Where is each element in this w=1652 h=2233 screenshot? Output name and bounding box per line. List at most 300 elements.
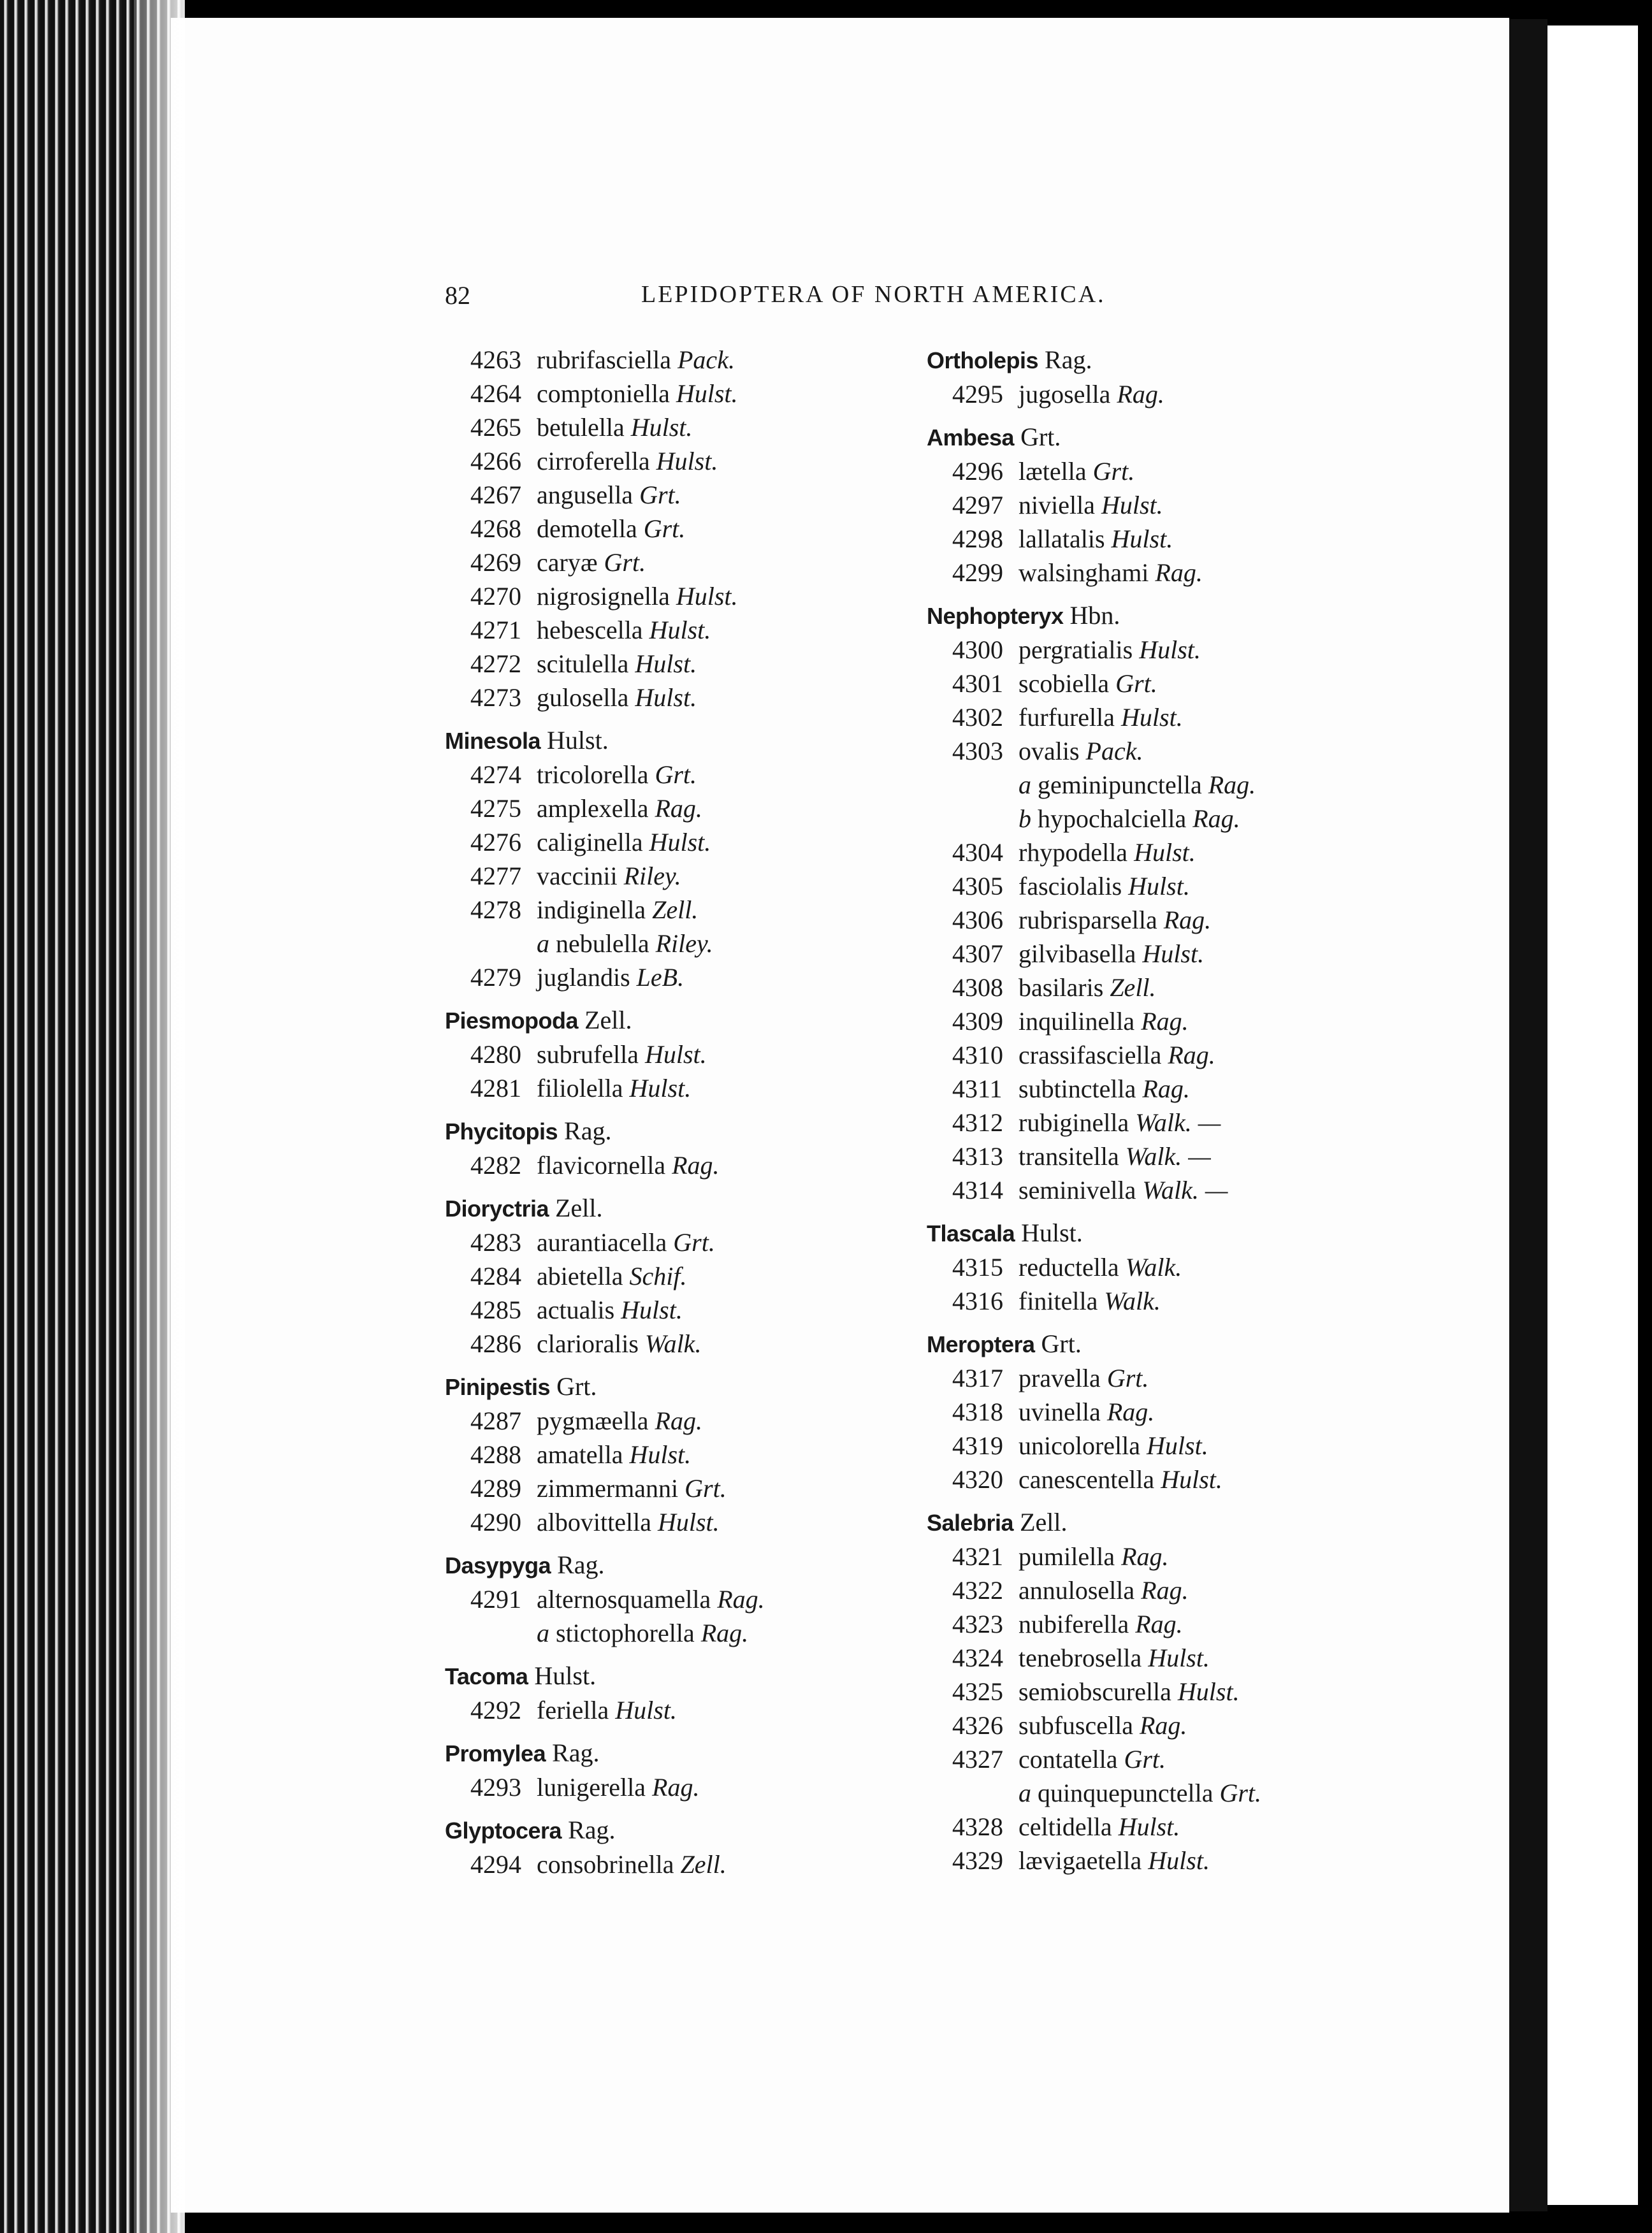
- species-number: 4294: [470, 1850, 521, 1879]
- species-entry: [445, 859, 993, 893]
- species-author: Zell.: [652, 895, 699, 924]
- species-author: Grt.: [639, 481, 681, 509]
- species-author: Zell.: [680, 1850, 727, 1879]
- variety-name: hypochalciella: [1038, 804, 1187, 833]
- species-entry: [927, 377, 1500, 411]
- facing-page-edge: [1509, 19, 1547, 2211]
- species-name: annulosella: [1018, 1576, 1135, 1605]
- species-number: 4292: [470, 1696, 521, 1724]
- genus-author: Zell.: [555, 1194, 603, 1222]
- species-name: seminivella: [1018, 1176, 1136, 1204]
- species-number: 4274: [470, 760, 521, 789]
- genus-name: Ambesa: [927, 424, 1015, 451]
- species-author: Grt.: [1124, 1745, 1166, 1774]
- species-author: Rag.: [1142, 1074, 1190, 1103]
- variety-entry: [927, 1776, 1500, 1810]
- species-author: Grt.: [655, 760, 697, 789]
- species-name: subrufella: [537, 1040, 639, 1069]
- species-name: lætella: [1018, 457, 1087, 486]
- species-number: 4278: [470, 895, 521, 924]
- genus-heading: [445, 1191, 993, 1225]
- species-entry: [445, 1404, 993, 1438]
- species-number: 4302: [952, 703, 1003, 732]
- genus-author: Grt.: [556, 1372, 597, 1401]
- species-name: scobiella: [1018, 669, 1110, 698]
- variety-entry: [927, 768, 1500, 802]
- species-name: rhypodella: [1018, 838, 1128, 867]
- species-name: amplexella: [537, 794, 649, 823]
- genus-name: Dasypyga: [445, 1552, 551, 1579]
- species-number: 4320: [952, 1465, 1003, 1494]
- species-number: 4301: [952, 669, 1003, 698]
- species-author: Hulst.: [629, 1074, 692, 1102]
- species-number: 4319: [952, 1431, 1003, 1460]
- species-number: 4269: [470, 548, 521, 577]
- species-number: 4328: [952, 1812, 1003, 1841]
- genus-name: Meroptera: [927, 1331, 1035, 1357]
- species-name: uvinella: [1018, 1398, 1101, 1426]
- genus-author: Zell.: [1020, 1508, 1068, 1536]
- species-number: 4323: [952, 1610, 1003, 1638]
- species-author: Walk. —: [1125, 1142, 1211, 1171]
- species-number: 4289: [470, 1474, 521, 1503]
- species-author: Hulst.: [676, 379, 738, 408]
- genus-heading: [927, 343, 1500, 377]
- species-name: fasciolalis: [1018, 872, 1122, 900]
- species-number: 4300: [952, 635, 1003, 664]
- species-entry: [445, 377, 993, 410]
- variety-letter: a: [537, 929, 549, 958]
- variety-author: Rag.: [1192, 804, 1240, 833]
- species-name: abietella: [537, 1262, 623, 1290]
- variety-author: Rag.: [700, 1619, 749, 1647]
- species-name: niviella: [1018, 491, 1095, 519]
- species-author: Rag.: [655, 794, 702, 823]
- species-author: Rag.: [1155, 558, 1203, 587]
- genus-heading: [445, 1114, 993, 1148]
- species-author: Rag.: [1135, 1610, 1183, 1638]
- species-number: 4327: [952, 1745, 1003, 1774]
- species-author: Hulst.: [1161, 1465, 1222, 1494]
- species-entry: [927, 1573, 1500, 1607]
- species-name: rubiginella: [1018, 1108, 1129, 1137]
- species-author: Walk.: [1104, 1287, 1161, 1315]
- variety-letter: b: [1018, 804, 1031, 833]
- species-entry: [927, 1641, 1500, 1675]
- species-name: indiginella: [537, 895, 646, 924]
- facing-page-margin: [1547, 25, 1652, 2205]
- genus-heading: [445, 1659, 993, 1693]
- species-entry: [445, 1693, 993, 1727]
- species-entry: [445, 1293, 993, 1327]
- species-entry: [445, 546, 993, 579]
- genus-name: Promylea: [445, 1740, 546, 1767]
- species-entry: [927, 1429, 1500, 1463]
- species-entry: [927, 488, 1500, 522]
- species-number: 4286: [470, 1329, 521, 1358]
- genus-author: Hulst.: [1021, 1218, 1083, 1247]
- species-entry: [445, 893, 993, 927]
- species-number: 4303: [952, 737, 1003, 765]
- species-name: lævigaetella: [1018, 1846, 1142, 1875]
- species-number: 4290: [470, 1508, 521, 1536]
- genus-name: Glyptocera: [445, 1817, 562, 1844]
- species-name: lallatalis: [1018, 524, 1105, 553]
- genus-name: Tlascala: [927, 1220, 1015, 1247]
- species-number: 4307: [952, 939, 1003, 968]
- species-name: jugosella: [1018, 380, 1111, 408]
- genus-heading: [445, 1548, 993, 1582]
- variety-entry: [927, 802, 1500, 835]
- species-name: pumilella: [1018, 1542, 1115, 1571]
- species-entry: [927, 1742, 1500, 1776]
- genus-heading: [445, 1813, 993, 1847]
- species-number: 4312: [952, 1108, 1003, 1137]
- species-number: 4277: [470, 862, 521, 890]
- species-number: 4321: [952, 1542, 1003, 1571]
- running-title: LEPIDOPTERA OF NORTH AMERICA.: [641, 281, 1106, 308]
- variety-author: Riley.: [655, 929, 713, 958]
- species-name: unicolorella: [1018, 1431, 1141, 1460]
- species-entry: [927, 1361, 1500, 1395]
- species-author: Grt.: [1092, 457, 1135, 486]
- species-entry: [445, 613, 993, 647]
- species-number: 4297: [952, 491, 1003, 519]
- species-author: Grt.: [1115, 669, 1157, 698]
- species-number: 4273: [470, 683, 521, 712]
- species-number: 4305: [952, 872, 1003, 900]
- species-entry: [927, 1004, 1500, 1038]
- variety-author: Grt.: [1219, 1779, 1262, 1807]
- species-author: Rag.: [1117, 380, 1164, 408]
- species-number: 4264: [470, 379, 521, 408]
- species-number: 4316: [952, 1287, 1003, 1315]
- species-entry: [927, 1072, 1500, 1106]
- species-name: furfurella: [1018, 703, 1115, 732]
- species-name: nigrosignella: [537, 582, 670, 611]
- species-author: Hulst.: [1111, 524, 1173, 553]
- genus-heading: [927, 1216, 1500, 1250]
- species-number: 4265: [470, 413, 521, 442]
- species-name: pravella: [1018, 1364, 1101, 1392]
- species-entry: [927, 1250, 1500, 1284]
- species-entry: [927, 903, 1500, 937]
- species-entry: [445, 1505, 993, 1539]
- species-author: Rag.: [1106, 1398, 1155, 1426]
- variety-letter: a: [1018, 770, 1031, 799]
- species-author: Pack.: [677, 345, 735, 374]
- species-name: angusella: [537, 481, 634, 509]
- genus-name: Minesola: [445, 728, 541, 754]
- species-author: Rag.: [1141, 1007, 1189, 1036]
- species-number: 4279: [470, 963, 521, 992]
- species-name: celtidella: [1018, 1812, 1112, 1841]
- species-entry: [445, 1770, 993, 1804]
- species-number: 4282: [470, 1151, 521, 1180]
- species-author: Hulst.: [656, 447, 718, 475]
- page-number: 82: [445, 281, 470, 310]
- genus-name: Salebria: [927, 1510, 1014, 1536]
- species-author: Hulst.: [1118, 1812, 1180, 1841]
- species-entry: [445, 1148, 993, 1182]
- variety-name: stictophorella: [556, 1619, 695, 1647]
- species-author: Hulst.: [1101, 491, 1163, 519]
- species-author: Hulst.: [621, 1296, 683, 1324]
- species-entry: [445, 1847, 993, 1881]
- species-author: Hulst.: [649, 616, 711, 644]
- species-number: 4296: [952, 457, 1003, 486]
- genus-author: Rag.: [564, 1116, 612, 1145]
- species-name: caliginella: [537, 828, 643, 856]
- species-number: 4270: [470, 582, 521, 611]
- book-page: [171, 18, 1509, 2213]
- species-name: hebescella: [537, 616, 643, 644]
- species-author: Hulst.: [1139, 635, 1201, 664]
- species-number: 4318: [952, 1398, 1003, 1426]
- genus-name: Piesmopoda: [445, 1008, 579, 1034]
- species-entry: [927, 937, 1500, 971]
- species-author: Hulst.: [630, 413, 693, 442]
- species-entry: [445, 478, 993, 512]
- species-entry: [445, 1071, 993, 1105]
- species-author: Hulst.: [635, 649, 697, 678]
- species-entry: [445, 1438, 993, 1471]
- genus-author: Rag.: [568, 1816, 616, 1844]
- species-author: Hulst.: [649, 828, 711, 856]
- species-number: 4315: [952, 1253, 1003, 1282]
- species-number: 4299: [952, 558, 1003, 587]
- species-entry: [927, 1709, 1500, 1742]
- species-name: nubiferella: [1018, 1610, 1129, 1638]
- genus-heading: [927, 1327, 1500, 1361]
- genus-name: Nephopteryx: [927, 603, 1064, 629]
- species-author: Hulst.: [1177, 1677, 1240, 1706]
- species-number: 4280: [470, 1040, 521, 1069]
- variety-author: Rag.: [1208, 770, 1256, 799]
- species-name: walsinghami: [1018, 558, 1149, 587]
- species-name: cirroferella: [537, 447, 650, 475]
- species-name: semiobscurella: [1018, 1677, 1171, 1706]
- species-name: lunigerella: [537, 1773, 646, 1802]
- scan-border: [1638, 0, 1652, 2233]
- species-entry: [445, 343, 993, 377]
- species-name: basilaris: [1018, 973, 1104, 1002]
- species-entry: [445, 825, 993, 859]
- species-entry: [927, 1540, 1500, 1573]
- species-number: 4275: [470, 794, 521, 823]
- species-name: contatella: [1018, 1745, 1118, 1774]
- species-author: Hulst.: [676, 582, 738, 611]
- genus-name: Dioryctria: [445, 1196, 549, 1222]
- species-number: 4295: [952, 380, 1003, 408]
- species-author: Hulst.: [615, 1696, 677, 1724]
- genus-heading: [927, 1505, 1500, 1540]
- species-number: 4298: [952, 524, 1003, 553]
- species-entry: [927, 522, 1500, 556]
- species-entry: [927, 1173, 1500, 1207]
- genus-heading: [445, 1003, 993, 1037]
- species-entry: [927, 667, 1500, 700]
- species-number: 4314: [952, 1176, 1003, 1204]
- species-number: 4313: [952, 1142, 1003, 1171]
- species-name: clarioralis: [537, 1329, 639, 1358]
- species-number: 4266: [470, 447, 521, 475]
- species-entry: [927, 1463, 1500, 1496]
- species-author: Walk.: [1125, 1253, 1182, 1282]
- species-number: 4310: [952, 1041, 1003, 1069]
- genus-author: Hulst.: [534, 1661, 597, 1690]
- species-number: 4317: [952, 1364, 1003, 1392]
- species-author: Rag.: [1121, 1542, 1169, 1571]
- species-name: tenebrosella: [1018, 1644, 1142, 1672]
- species-number: 4271: [470, 616, 521, 644]
- species-author: Hulst.: [1148, 1846, 1210, 1875]
- genus-author: Rag.: [552, 1738, 600, 1767]
- page-shadow: [134, 0, 185, 2233]
- species-name: canescentella: [1018, 1465, 1155, 1494]
- species-entry: [927, 1810, 1500, 1844]
- species-number: 4324: [952, 1644, 1003, 1672]
- species-author: Grt.: [604, 548, 646, 577]
- species-number: 4304: [952, 838, 1003, 867]
- species-number: 4272: [470, 649, 521, 678]
- species-entry: [445, 791, 993, 825]
- species-number: 4326: [952, 1711, 1003, 1740]
- species-author: Rag.: [672, 1151, 720, 1180]
- species-name: subfuscella: [1018, 1711, 1133, 1740]
- species-entry: [445, 410, 993, 444]
- species-entry: [927, 869, 1500, 903]
- genus-author: Hbn.: [1069, 601, 1120, 630]
- species-name: ovalis: [1018, 737, 1080, 765]
- species-entry: [927, 1284, 1500, 1318]
- species-author: Hulst.: [1142, 939, 1205, 968]
- species-number: 4308: [952, 973, 1003, 1002]
- species-author: Rag.: [1139, 1711, 1187, 1740]
- species-number: 4325: [952, 1677, 1003, 1706]
- species-author: Riley.: [623, 862, 681, 890]
- species-author: Grt.: [643, 514, 686, 543]
- species-entry: [445, 579, 993, 613]
- species-entry: [927, 734, 1500, 768]
- species-number: 4293: [470, 1773, 521, 1802]
- right-column: [927, 343, 1500, 1877]
- species-entry: [927, 556, 1500, 589]
- species-author: Grt.: [685, 1474, 727, 1503]
- species-author: Hulst.: [644, 1040, 707, 1069]
- species-name: pergratialis: [1018, 635, 1133, 664]
- species-name: scitulella: [537, 649, 629, 678]
- variety-entry: [445, 1616, 993, 1650]
- species-entry: [445, 1582, 993, 1616]
- species-author: Zell.: [1110, 973, 1156, 1002]
- species-entry: [445, 647, 993, 681]
- species-entry: [445, 1471, 993, 1505]
- species-name: filiolella: [537, 1074, 623, 1102]
- genus-author: Grt.: [1041, 1329, 1082, 1358]
- genus-heading: [927, 420, 1500, 454]
- species-number: 4268: [470, 514, 521, 543]
- species-number: 4306: [952, 906, 1003, 934]
- species-name: comptoniella: [537, 379, 670, 408]
- species-name: demotella: [537, 514, 637, 543]
- species-name: amatella: [537, 1440, 623, 1469]
- genus-author: Zell.: [584, 1006, 632, 1034]
- species-name: vaccinii: [537, 862, 618, 890]
- species-number: 4288: [470, 1440, 521, 1469]
- species-author: Hulst.: [657, 1508, 720, 1536]
- species-author: Hulst.: [1148, 1644, 1210, 1672]
- species-entry: [445, 681, 993, 714]
- species-entry: [927, 1607, 1500, 1641]
- species-number: 4263: [470, 345, 521, 374]
- species-name: reductella: [1018, 1253, 1119, 1282]
- species-author: Hulst.: [1121, 703, 1183, 732]
- species-name: tricolorella: [537, 760, 649, 789]
- species-author: Walk. —: [1135, 1108, 1221, 1137]
- species-name: actualis: [537, 1296, 615, 1324]
- genus-name: Tacoma: [445, 1663, 528, 1689]
- species-number: 4285: [470, 1296, 521, 1324]
- species-author: LeB.: [636, 963, 685, 992]
- species-author: Rag.: [652, 1773, 700, 1802]
- variety-name: quinquepunctella: [1038, 1779, 1214, 1807]
- variety-letter: a: [537, 1619, 549, 1647]
- genus-author: Rag.: [557, 1550, 605, 1579]
- species-entry: [927, 971, 1500, 1004]
- species-author: Rag.: [655, 1406, 702, 1435]
- genus-heading: [927, 598, 1500, 633]
- species-name: subtinctella: [1018, 1074, 1136, 1103]
- species-number: 4276: [470, 828, 521, 856]
- genus-heading: [445, 723, 993, 758]
- variety-letter: a: [1018, 1779, 1031, 1807]
- species-author: Rag.: [1168, 1041, 1215, 1069]
- species-number: 4291: [470, 1585, 521, 1614]
- species-author: Hulst.: [1147, 1431, 1208, 1460]
- species-author: Hulst.: [629, 1440, 692, 1469]
- species-entry: [927, 1106, 1500, 1139]
- species-name: transitella: [1018, 1142, 1119, 1171]
- species-name: zimmermanni: [537, 1474, 679, 1503]
- species-name: gulosella: [537, 683, 629, 712]
- species-author: Rag.: [717, 1585, 765, 1614]
- species-number: 4267: [470, 481, 521, 509]
- variety-entry: [445, 927, 993, 960]
- species-author: Pack.: [1085, 737, 1143, 765]
- genus-heading: [445, 1369, 993, 1404]
- species-entry: [927, 633, 1500, 667]
- species-author: Rag.: [1163, 906, 1212, 934]
- species-author: Hulst.: [1128, 872, 1190, 900]
- species-entry: [445, 758, 993, 791]
- genus-heading: [445, 1736, 993, 1770]
- species-entry: [445, 1327, 993, 1361]
- page-header: [171, 280, 1509, 319]
- species-number: 4287: [470, 1406, 521, 1435]
- species-name: finitella: [1018, 1287, 1098, 1315]
- species-entry: [927, 1038, 1500, 1072]
- species-entry: [445, 1259, 993, 1293]
- species-name: rubrifasciella: [537, 345, 671, 374]
- species-entry: [445, 1037, 993, 1071]
- species-entry: [445, 512, 993, 546]
- species-number: 4309: [952, 1007, 1003, 1036]
- species-number: 4284: [470, 1262, 521, 1290]
- species-entry: [927, 1395, 1500, 1429]
- species-entry: [445, 1225, 993, 1259]
- left-column: [445, 343, 993, 1881]
